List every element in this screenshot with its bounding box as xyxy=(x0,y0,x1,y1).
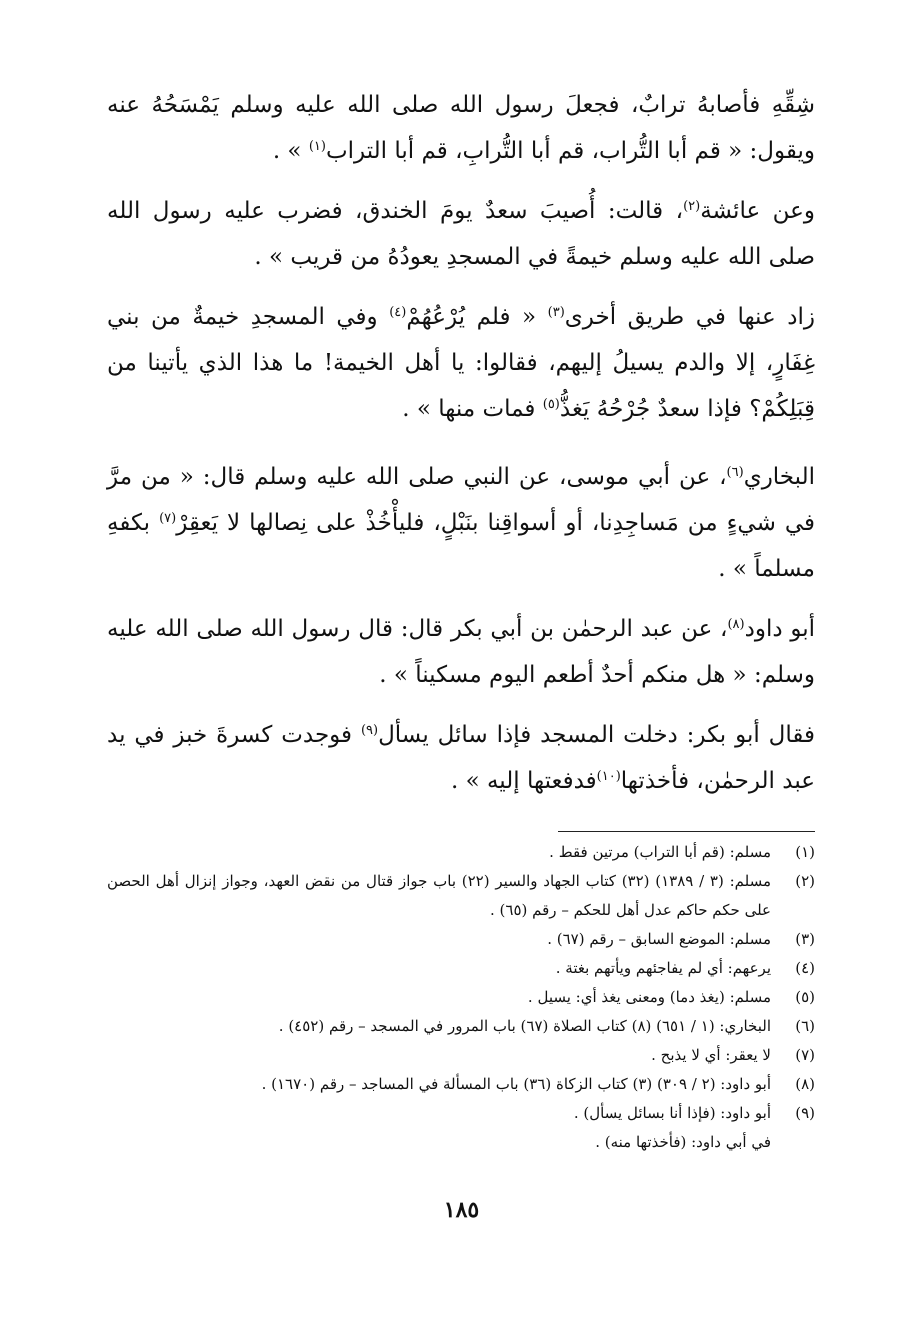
paragraph-text: « فلم يُرْعُهُمْ xyxy=(406,304,548,330)
footnote-ref[interactable]: (٤) xyxy=(389,305,407,320)
main-text xyxy=(107,82,815,818)
paragraph-text: وعن عائشة xyxy=(700,198,815,224)
paragraph-text: شِقِّهِ فأصابهُ ترابٌ، فجعلَ رسول الله صلى الله عليه وسلم يَمْسَحُهُ عنه ويقول: « قم أبا التُّراب، قم أبا التُّرابِ، قم أبا التراب xyxy=(107,92,815,164)
paragraph-text: بكفهِ مسلماً » . xyxy=(107,510,815,582)
footnote-number: (٦) xyxy=(795,1017,815,1035)
footnote-ref[interactable]: (٥) xyxy=(542,397,560,412)
footnote-ref[interactable]: (٣) xyxy=(547,305,565,320)
footnote-item xyxy=(107,1099,815,1128)
paragraph-6 xyxy=(107,712,815,804)
paragraph-2 xyxy=(107,188,815,280)
footnote-ref[interactable]: (٨) xyxy=(727,617,745,632)
paragraph-text: ، قالت: أُصيبَ سعدٌ يومَ الخندق، فضرب عليه رسول الله صلى الله عليه وسلم خيمةً في المسجدِ يعودُهُ من قريب » . xyxy=(107,198,815,270)
footnote-number: (٥) xyxy=(795,988,815,1006)
paragraph-text: » . xyxy=(272,138,309,164)
footnote-text: مسلم: (٣ / ١٣٨٩) (٣٢) كتاب الجهاد والسير (٢٢) باب جواز قتال من نقض العهد، وجواز إنزال أهل الحصن على حكم حاكم عدل أهل للحكم – رقم (٦٥) . xyxy=(107,872,771,919)
paragraph-text: فقال أبو بكر: دخلت المسجد فإذا سائل يسأل xyxy=(378,722,815,748)
paragraph-text: فوجدت كسرةَ خبز في يد عبد الرحمٰن، فأخذتها xyxy=(107,722,815,794)
paragraph-text: ، عن عبد الرحمٰن بن أبي بكر قال: قال رسول الله صلى الله عليه وسلم: « هل منكم أحدٌ أطعم اليوم مسكيناً » . xyxy=(107,616,815,688)
paragraph-text: فمات منها » . xyxy=(402,396,543,422)
footnote-item xyxy=(107,1070,815,1099)
footnote-item xyxy=(107,838,815,867)
footnote-ref[interactable]: (٢) xyxy=(683,199,701,214)
paragraph-text: ، عن أبي موسى، عن النبي صلى الله عليه وسلم قال: « من مرَّ في شيءٍ من مَساجِدِنا، أو أسواقِنا بنَبْلٍ، فليأْخُذْ على نِصالها لا يَعقِرْ xyxy=(107,464,815,536)
footnote-number: (٣) xyxy=(795,930,815,948)
paragraph-5 xyxy=(107,606,815,698)
footnote-continuation: في أبي داود: (فأخذتها منه) . xyxy=(595,1133,771,1151)
footnote-text: لا يعقر: أي لا يذبح . xyxy=(651,1046,771,1064)
footnote-ref[interactable]: (١) xyxy=(308,139,326,154)
footnote-item xyxy=(107,954,815,983)
footnote-text: أبو داود: (فإذا أنا بسائل يسأل) . xyxy=(573,1104,771,1122)
footnote-number: (٧) xyxy=(795,1046,815,1064)
footnote-number: (٤) xyxy=(795,959,815,977)
footnote-divider xyxy=(558,831,815,832)
paragraph-1 xyxy=(107,82,815,174)
footnote-ref[interactable]: (٧) xyxy=(159,511,177,526)
paragraph-text: فدفعتها إليه » . xyxy=(450,768,597,794)
footnote-text: مسلم: (قم أبا التراب) مرتين فقط . xyxy=(549,843,771,861)
paragraph-text: وفي المسجدِ خيمةٌ من بني غِفَارٍ، إلا والدم يسيلُ إليهم، فقالوا: يا أهل الخيمة! ما هذا الذي يأتينا من قِبَلِكُمْ؟ فإذا سعدٌ جُرْحُهُ يَغذُّ xyxy=(107,304,815,422)
paragraph-text: زاد عنها في طريق أخرى xyxy=(564,304,815,330)
footnote-ref[interactable]: (١٠) xyxy=(596,769,621,784)
footnote-ref[interactable]: (٩) xyxy=(360,723,379,738)
footnote-text: البخاري: (١ / ٦٥١) (٨) كتاب الصلاة (٦٧) باب المرور في المسجد – رقم (٤٥٢) . xyxy=(278,1017,771,1035)
footnote-item xyxy=(107,983,815,1012)
footnote-item xyxy=(107,1012,815,1041)
footnote-number: (٢) xyxy=(795,872,815,890)
paragraph-text: أبو داود xyxy=(744,616,815,642)
footnote-number: (٨) xyxy=(795,1075,815,1093)
footnote-text: أبو داود: (٢ / ٣٠٩) (٣) كتاب الزكاة (٣٦) باب المسألة في المساجد – رقم (١٦٧٠) . xyxy=(261,1075,771,1093)
footnote-number: (٩) xyxy=(795,1104,815,1122)
footnote-text: مسلم: (يغذ دما) ومعنى يغذ أي: يسيل . xyxy=(527,988,771,1006)
footnote-ref[interactable]: (٦) xyxy=(726,465,744,480)
paragraph-4 xyxy=(107,454,815,592)
footnotes xyxy=(107,838,815,1157)
paragraph-text: البخاري xyxy=(743,464,815,490)
footnote-item xyxy=(107,925,815,954)
footnote-item xyxy=(107,1041,815,1070)
footnote-number: (١) xyxy=(795,843,815,861)
footnote-text: مسلم: الموضع السابق – رقم (٦٧) . xyxy=(547,930,771,948)
page-number: ١٨٥ xyxy=(443,1197,480,1223)
footnote-text: يرعهم: أي لم يفاجئهم ويأتهم بغتة . xyxy=(555,959,771,977)
footnote-item xyxy=(107,867,815,925)
paragraph-3 xyxy=(107,294,815,432)
